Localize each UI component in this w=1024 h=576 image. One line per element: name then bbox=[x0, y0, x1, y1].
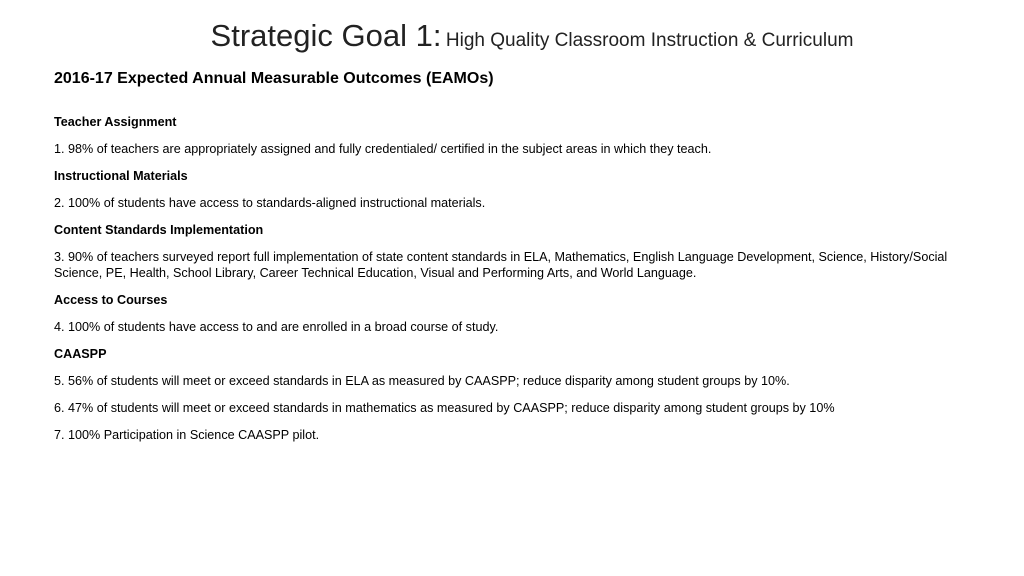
section-heading-access-to-courses: Access to Courses bbox=[54, 293, 168, 307]
outcome-item-3: 3. 90% of teachers surveyed report full implementation of state content standards in ELA, Mathematics, English Language Development, Science, History/Social Science, PE, Health, School Library, Career Technical Education, Visual and Performing Arts, and World Language. bbox=[54, 250, 948, 280]
outcome-item-7: 7. 100% Participation in Science CAASPP pilot. bbox=[54, 428, 320, 442]
section-heading-instructional-materials: Instructional Materials bbox=[54, 169, 188, 183]
slide-content bbox=[54, 114, 954, 454]
outcome-item-6: 6. 47% of students will meet or exceed standards in mathematics as measured by CAASPP; reduce disparity among student groups by 10% bbox=[54, 401, 835, 415]
slide-title-sub: High Quality Classroom Instruction & Curriculum bbox=[445, 30, 854, 51]
slide-title-main: Strategic Goal 1: bbox=[210, 18, 442, 53]
outcome-item-4: 4. 100% of students have access to and are enrolled in a broad course of study. bbox=[54, 320, 499, 334]
outcome-item-1: 1. 98% of teachers are appropriately assigned and fully credentialed/ certified in the subject areas in which they teach. bbox=[54, 142, 712, 156]
section-heading-teacher-assignment: Teacher Assignment bbox=[54, 115, 177, 129]
outcome-item-2: 2. 100% of students have access to standards-aligned instructional materials. bbox=[54, 196, 486, 210]
outcome-item-5: 5. 56% of students will meet or exceed standards in ELA as measured by CAASPP; reduce disparity among student groups by 10%. bbox=[54, 374, 790, 388]
section-heading-content-standards: Content Standards Implementation bbox=[54, 223, 264, 237]
slide-title bbox=[0, 18, 1024, 54]
slide-subtitle: 2016-17 Expected Annual Measurable Outcomes (EAMOs) bbox=[54, 70, 494, 87]
section-heading-caaspp: CAASPP bbox=[54, 347, 107, 361]
